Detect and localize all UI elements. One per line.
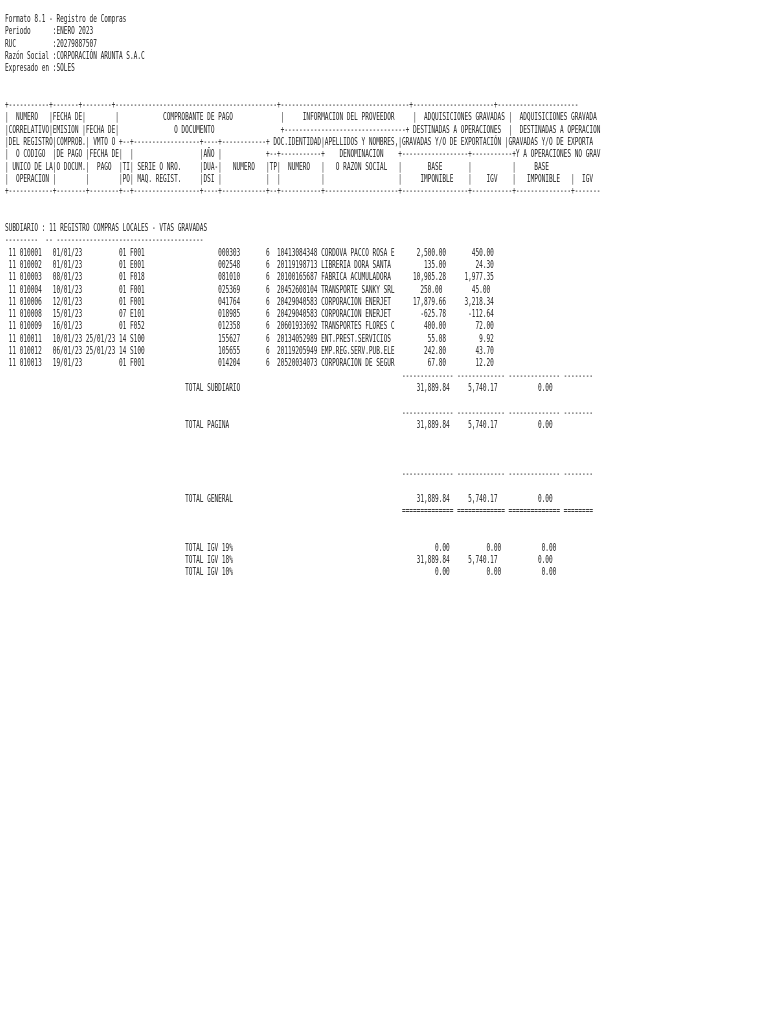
report-line: +------------+--------+--------+--+------------------+----+------------+--+-----------+--------------------+------------------+-----------+---------------+------- — [5, 184, 601, 198]
report-line: 11 010003 08/01/23 01 F018 081010 6 20100165687 FABRICA ACUMULADORA 10,985.28 1,977.35 — [5, 270, 494, 284]
report-line — [5, 394, 600, 406]
report-line — [5, 480, 600, 492]
report-line — [5, 443, 600, 455]
report-line — [5, 74, 600, 86]
report-line: SUBDIARIO : 11 REGISTRO COMPRAS LOCALES - VTAS GRAVADAS — [5, 221, 208, 235]
report-line — [5, 517, 600, 529]
report-line: 11 010011 10/01/23 25/01/23 14 S100 155627 6 20134052989 ENT.PREST.SERVICIOS 55.08 9.92 — [5, 331, 494, 345]
report-line — [5, 197, 600, 209]
purchase-register-report — [5, 13, 600, 579]
report-line: -------------- ------------- -------------- -------- — [5, 368, 594, 382]
report-line: | O CODIGO |DE PAGO |FECHA DE| | |AÑO | +--+-----------+ DENOMINACION +------------------+-----------+Y A OPERACIONES NO GRAV — [5, 147, 601, 161]
report-line: 11 010002 01/01/23 01 E001 002548 6 20119198713 LIBRERIA DORA SANTA 135.00 24.30 — [5, 257, 494, 271]
report-line — [5, 431, 600, 443]
report-line: -------------- ------------- -------------- -------- — [5, 466, 594, 480]
report-line: 11 010012 06/01/23 25/01/23 14 S100 105655 6 20119205949 EMP.REG.SERV.PUB.ELE 242.80 43.70 — [5, 344, 494, 358]
report-line: 11 010004 10/01/23 01 F001 025369 6 20452608104 TRANSPORTE SANKY SRL 250.00 45.00 — [5, 282, 491, 296]
report-line: TOTAL PAGINA 31,889.84 5,740.17 0.00 — [5, 417, 553, 431]
report-line: |CORRELATIVO|EMISION |FECHA DE| O DOCUMENTO +---------------------------------+ DESTINADAS A OPERACIONES | DESTINADAS A OPERACION — [5, 122, 601, 136]
report-line: | OPERACION | | |PO| MAQ. REGIST. |DSI | | | | | IMPONIBLE | IGV | IMPONIBLE | IGV — [5, 171, 594, 185]
report-line: 11 010006 12/01/23 01 F001 041764 6 20429040583 CORPORACION ENERJET 17,879.66 3,218.34 — [5, 294, 494, 308]
report-line: -------------- ------------- -------------- -------- — [5, 405, 594, 419]
report-line: TOTAL IGV 19% 0.00 0.00 0.00 — [5, 540, 557, 554]
report-line: 11 010013 19/01/23 01 F001 014204 6 20520034073 CORPORACION DE SEGUR 67.80 12.20 — [5, 356, 494, 370]
report-line: |DEL REGISTRO|COMPROB.| VMTO O +--+------------------+----+------------+ DOC.IDENTIDAD|APELLIDOS Y NOMBRES,|GRAVADAS Y/O DE EXPORTACIÓN |GRAVADAS Y/O DE EXPORTA — [5, 134, 594, 148]
report-line: Expresado en :SOLES — [5, 61, 75, 75]
report-line: 11 010009 16/01/23 01 F052 012358 6 20601933692 TRANSPORTES FLORES C 400.00 72.00 — [5, 319, 494, 333]
report-line: 11 010001 01/01/23 01 F001 000303 6 10413084348 CORDOVA PACCO ROSA E 2,500.00 450.00 — [5, 245, 494, 259]
report-line: TOTAL SUBDIARIO 31,889.84 5,740.17 0.00 — [5, 380, 553, 394]
report-line: TOTAL IGV 18% 31,889.84 5,740.17 0.00 — [5, 553, 553, 567]
report-line: 11 010008 15/01/23 07 E101 018985 6 20429040583 CORPORACION ENERJET -625.78 -112.64 — [5, 307, 494, 321]
report-line: TOTAL GENERAL 31,889.84 5,740.17 0.00 — [5, 491, 553, 505]
report-line: | NUMERO |FECHA DE| | COMPROBANTE DE PAGO | INFORMACION DEL PROVEEDOR | ADQUISICIONES GRAVADAS | ADQUISICIONES GRAVADA — [5, 110, 597, 124]
report-line — [5, 529, 600, 541]
report-line: | UNICO DE LA|O DOCUM.| PAGO |TI| SERIE O NRO. |DUA-| NUMERO |TP| NUMERO | O RAZON SOCIAL | BASE | | BASE — [5, 159, 549, 173]
report-line: Periodo :ENERO 2023 — [5, 24, 94, 38]
report-line: RUC :20279887507 — [5, 36, 97, 50]
report-line: --------- -- ---------------------------------------- — [5, 233, 204, 247]
report-line: +-----------+-------+--------+--------------------------------------------+-----------------------------------+----------------------+---------------------- — [5, 98, 579, 112]
report-line: Formato 8.1 - Registro de Compras — [5, 12, 127, 25]
report-line: ============== ============= ============== ======== — [5, 503, 594, 517]
report-line: TOTAL IGV 10% 0.00 0.00 0.00 — [5, 565, 557, 579]
report-line: Razón Social :CORPORACIÓN ARUNTA S.A.C — [5, 48, 145, 62]
